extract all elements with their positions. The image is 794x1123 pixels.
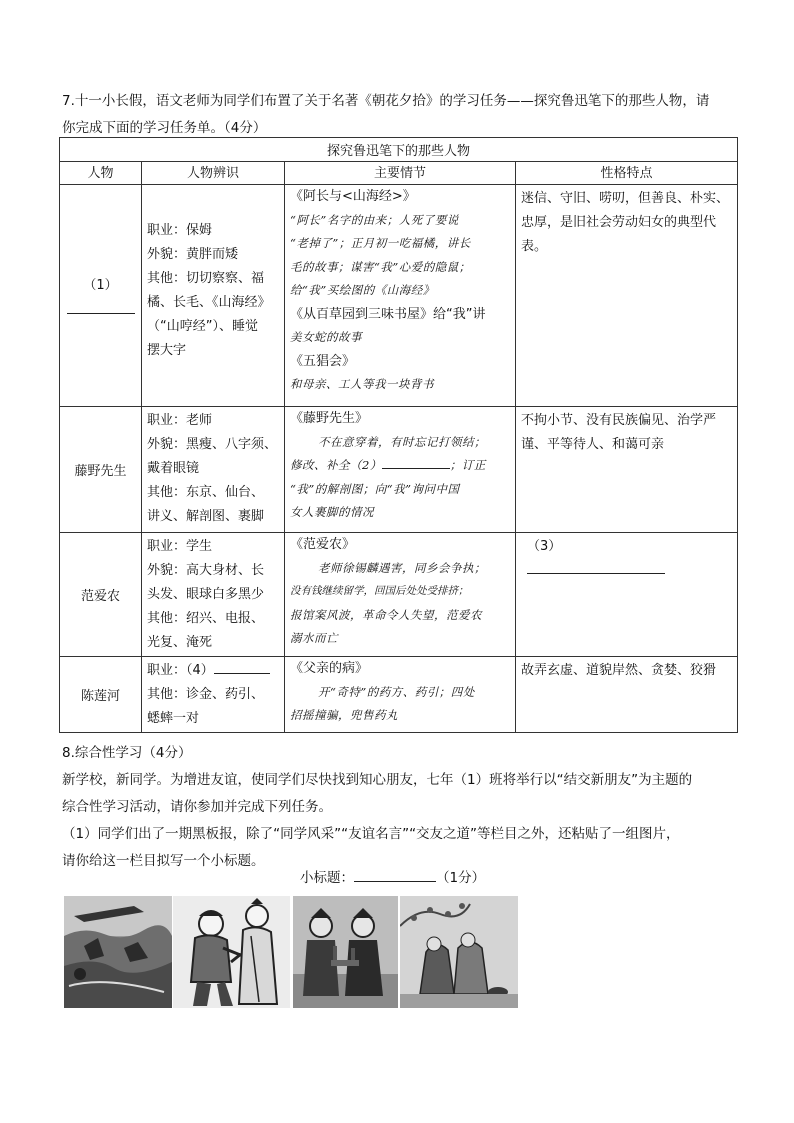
header-plot: 主要情节 <box>285 162 516 185</box>
plot-line: “阿长”名字的由来；人死了要说 <box>290 212 459 227</box>
ident-line: （“山哼经”）、睡觉 <box>147 319 258 334</box>
trait-line: 迷信、守旧、唠叨，但善良、朴实、 <box>521 191 730 206</box>
illustration-ships-icon <box>64 896 172 1008</box>
plot-line: 毛的故事；谋害“我”心爱的隐鼠； <box>290 259 471 274</box>
answer-blank-1[interactable] <box>67 303 135 314</box>
ident-line: 其他：诊金、药引、 <box>147 687 265 702</box>
trait-cell <box>516 407 738 533</box>
table-header-row <box>60 162 738 185</box>
identification-cell <box>142 185 285 407</box>
plot-line: ；订正 <box>449 458 486 472</box>
ident-line: 讲义、解剖图、裹脚 <box>147 509 265 524</box>
answer-blank-2[interactable] <box>382 458 450 469</box>
person-name-cell: 陈莲河 <box>60 657 142 733</box>
ident-line: 职业：学生 <box>147 539 213 554</box>
plot-title: 《阿长与<山海经>》 <box>290 189 416 204</box>
plot-line: 给“我”买绘图的《山海经》 <box>290 283 435 297</box>
header-identification: 人物辨识 <box>142 162 285 185</box>
answer-blank-3[interactable] <box>527 561 665 574</box>
plot-line: 修改、补全（2） <box>290 458 382 472</box>
ident-line: 外貌：黄胖而矮 <box>147 247 239 262</box>
table-row <box>60 185 738 407</box>
table-row <box>60 533 738 657</box>
ident-line: 外貌：黑瘦、八字须、 <box>147 437 278 452</box>
ident-line: 光复、淹死 <box>147 635 213 650</box>
ident-line: 蟋蟀一对 <box>147 711 200 726</box>
question-8-intro-2: 综合性学习活动，请你参加并完成下列任务。 <box>62 799 332 815</box>
subtitle-answer-line <box>300 866 485 886</box>
plot-line: 招摇撞骗，兜售药丸 <box>290 708 398 722</box>
plot-line: 没有钱继续留学，回国后处处受排挤； <box>290 585 469 597</box>
illustration-bowing-figures-icon <box>400 896 518 1008</box>
ident-line: 其他：切切察察、福 <box>147 271 265 286</box>
question-7 <box>62 88 734 142</box>
plot-title: 《从百草园到三味书屋》给“我”讲 <box>290 306 486 322</box>
answer-slot-1-label: （1） <box>83 277 118 293</box>
ident-line: 头发、眼球白多黑少 <box>147 587 265 602</box>
answer-blank-4[interactable] <box>214 663 270 674</box>
trait-cell <box>516 657 738 733</box>
ident-line: 职业：保姆 <box>147 223 213 238</box>
ident-line: 职业：老师 <box>147 413 213 428</box>
trait-line: 忠厚，是旧社会劳动妇女的典型代 <box>521 215 717 230</box>
header-person: 人物 <box>60 162 142 185</box>
plot-line: 报馆案风波，革命令人失望，范爱农 <box>290 607 482 622</box>
person-name-cell: 范爱农 <box>60 533 142 657</box>
trait-line: 不拘小节、没有民族偏见、治学严 <box>521 413 717 428</box>
plot-line: 开“奇特”的药方、药引；四处 <box>318 684 475 699</box>
ident-line: 戴着眼镜 <box>147 461 200 476</box>
plot-cell <box>285 407 516 533</box>
subtitle-score: （1分） <box>436 870 486 886</box>
plot-line: “老掉了”；正月初一吃福橘，讲长 <box>290 236 471 250</box>
trait-cell <box>516 185 738 407</box>
plot-title: 《范爱农》 <box>290 537 356 552</box>
identification-cell <box>142 533 285 657</box>
question-8 <box>62 740 734 875</box>
plot-line: 和母亲、工人等我一块背书 <box>290 377 434 391</box>
plot-line: 溺水而亡 <box>290 631 338 645</box>
ident-line: 其他：东京、仙台、 <box>147 485 265 500</box>
ident-line: 职业：（4） <box>147 663 214 678</box>
subtitle-blank[interactable] <box>354 869 436 882</box>
identification-cell <box>142 407 285 533</box>
question-8-sub1-line2: 请你给这一栏目拟写一个小标题。 <box>62 853 265 869</box>
trait-line: 表。 <box>521 239 548 254</box>
ident-line: 橘、长毛、《山海经》 <box>147 295 271 310</box>
plot-title: 《父亲的病》 <box>290 661 369 676</box>
plot-line: 美女蛇的故事 <box>290 330 362 344</box>
trait-line: 故弄玄虚、道貌岸然、贪婪、狡猾 <box>521 663 717 678</box>
table-row <box>60 407 738 533</box>
illustration-seated-men-icon <box>293 896 398 1008</box>
table-row <box>60 657 738 733</box>
person-name-cell <box>60 185 142 407</box>
trait-cell <box>516 533 738 657</box>
header-traits: 性格特点 <box>516 162 738 185</box>
ident-line: 摆大字 <box>147 343 187 358</box>
question-8-sub1-line1: （1）同学们出了一期黑板报，除了“同学风采”“友谊名言”“交友之道”等栏目之外，还粘贴了一组图片， <box>62 826 680 842</box>
question-7-line1: 7.十一小长假，语文老师为同学们布置了关于名著《朝花夕拾》的学习任务——探究鲁迅笔下的那些人物，请 <box>62 93 710 109</box>
person-name-cell: 藤野先生 <box>60 407 142 533</box>
plot-cell <box>285 657 516 733</box>
ident-line: 其他：绍兴、电报、 <box>147 611 265 626</box>
plot-line: 老师徐锡麟遇害，同乡会争执； <box>318 560 486 575</box>
illustration-two-figures-icon <box>173 896 290 1008</box>
question-7-line2: 你完成下面的学习任务单。（4分） <box>62 120 267 136</box>
plot-title: 《五猖会》 <box>290 353 356 369</box>
plot-line: 女人裹脚的情况 <box>290 505 374 519</box>
plot-cell <box>285 185 516 407</box>
answer-slot-3-label: （3） <box>527 539 562 554</box>
question-8-title: 8.综合性学习（4分） <box>62 745 192 761</box>
table-caption: 探究鲁迅笔下的那些人物 <box>60 138 738 162</box>
subtitle-label: 小标题： <box>300 870 354 886</box>
plot-cell <box>285 533 516 657</box>
plot-line: “我”的解剖图；向“我”询问中国 <box>290 481 460 496</box>
ident-line: 外貌：高大身材、长 <box>147 563 265 578</box>
question-8-intro-1: 新学校，新同学。为增进友谊，使同学们尽快找到知心朋友，七年（1）班将举行以“结交新朋友”为主题的 <box>62 772 693 788</box>
plot-line: 不在意穿着，有时忘记打领结； <box>318 434 486 449</box>
trait-line: 谨、平等待人、和蔼可亲 <box>521 437 665 452</box>
identification-cell <box>142 657 285 733</box>
task-table <box>59 137 738 733</box>
plot-title: 《藤野先生》 <box>290 411 369 426</box>
